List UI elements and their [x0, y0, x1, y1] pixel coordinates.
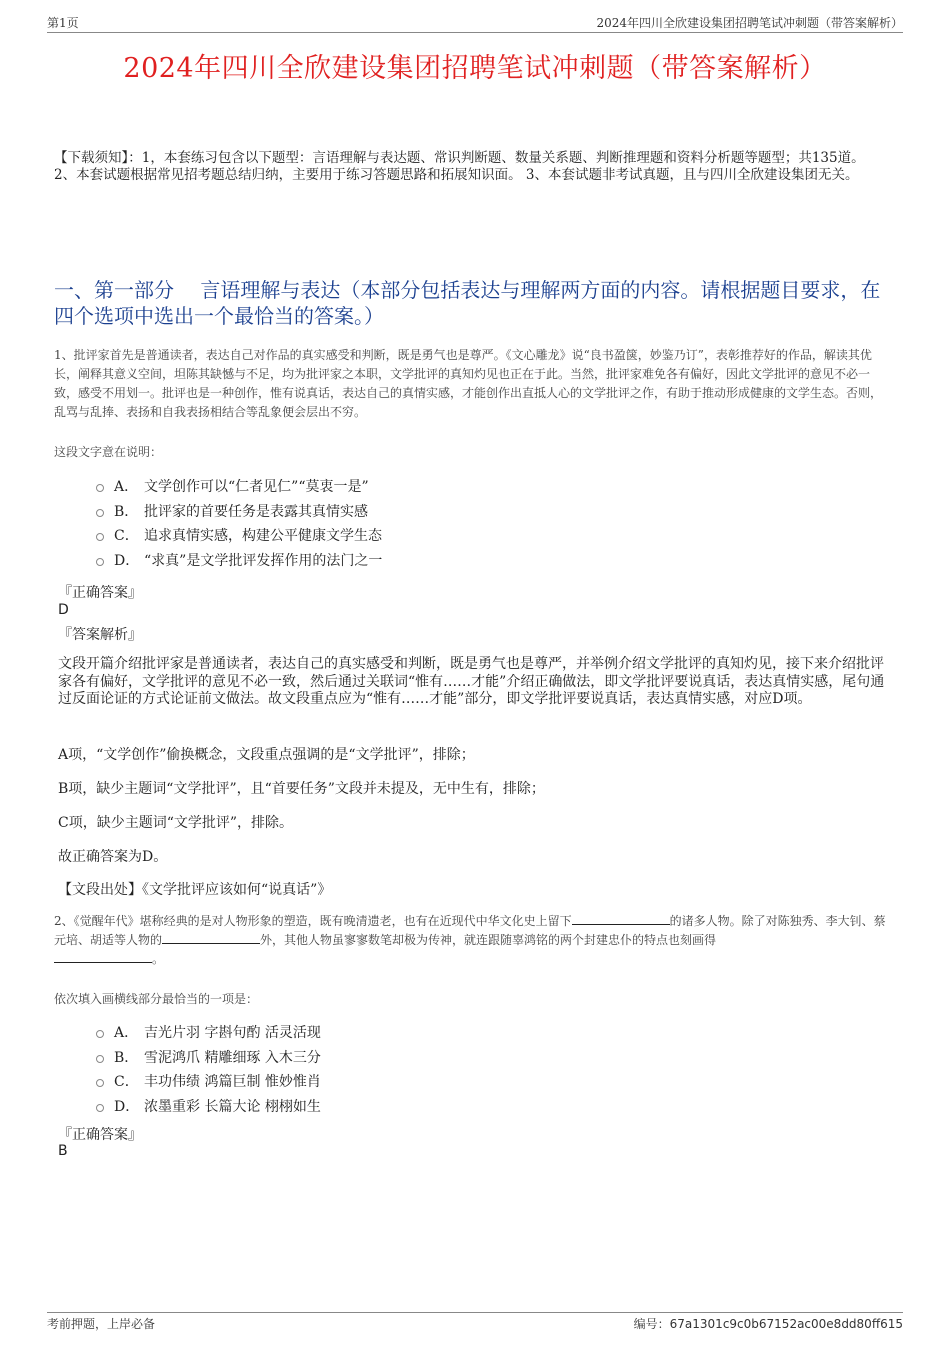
radio-icon[interactable]: [96, 533, 104, 541]
question-2-text: [54, 912, 892, 969]
fill-blank: [54, 950, 152, 963]
option-text: 丰功伟绩 鸿篇巨制 惟妙惟肖: [144, 1074, 321, 1091]
page-header: [47, 14, 903, 33]
answer-value: D: [58, 602, 69, 618]
radio-icon[interactable]: [96, 484, 104, 492]
section-heading: 一、第一部分 言语理解与表达（本部分包括表达与理解两方面的内容。请根据题目要求，在四个选项中选出一个最恰当的答案。）: [54, 278, 881, 328]
option-letter: D．: [114, 1098, 140, 1115]
option-c[interactable]: [96, 523, 382, 548]
question-2-text-part: 外，其他人物虽寥寥数笔却极为传神，就连跟随辜鸿铭的两个封建忠仆的特点也刻画得: [260, 933, 717, 947]
footer-code: [634, 1315, 903, 1332]
question-1-text: 1、批评家首先是普通读者，表达自己对作品的真实感受和判断，既是勇气也是尊严。《文心雕龙》说“良书盈箧，妙鉴乃订”，表彰推荐好的作品，解读其优长，阐释其意义空间，坦陈其缺憾与不足，均为批评家之本职，文学批评的真知灼见也正在于此。当然，批评家难免各有偏好，因此文学批评的意见不必一致，感受不用划一。批评也是一种创作，惟有说真话，表达自己的真情实感，才能创作出直抵人心的文学批评之作，有助于推动形成健康的文学生态。否则，乱骂与乱捧、表扬和自我表扬相结合等乱象便会层出不穷。: [54, 348, 883, 419]
option-c[interactable]: [96, 1069, 321, 1094]
option-d[interactable]: [96, 548, 382, 573]
option-text: 文学创作可以“仁者见仁”“莫衷一是”: [144, 479, 369, 496]
answer-label: 『正确答案』: [58, 585, 142, 601]
question-1-prompt: 这段文字意在说明：: [54, 445, 163, 459]
option-text: “求真”是文学批评发挥作用的法门之一: [144, 552, 383, 569]
radio-icon[interactable]: [96, 1104, 104, 1112]
fill-blank: [162, 931, 260, 944]
question-2-options: [96, 1020, 321, 1118]
passage-source: 【文段出处】《文学批评应该如何“说真话”》: [58, 882, 332, 898]
option-letter: D．: [114, 552, 140, 569]
question-2-text-part: 2、《觉醒年代》堪称经典的是对人物形象的塑造，既有晚清遗老，也有在近现代中华文化史上留下: [54, 914, 572, 928]
option-letter: B．: [114, 503, 139, 520]
footer-code-value: 67a1301c9c0b67152ac00e8dd80ff615: [669, 1317, 903, 1331]
fill-blank: [572, 912, 670, 925]
option-text: 雪泥鸿爪 精雕细琢 入木三分: [144, 1049, 321, 1066]
analysis-line-b: B项，缺少主题词“文学批评”，且“首要任务”文段并未提及，无中生有，排除；: [58, 781, 545, 797]
download-notice: 【下载须知】：1，本套练习包含以下题型：言语理解与表达题、常识判断题、数量关系题、判断推理题和资料分析题等题型；共135道。 2、本套试题根据常见招考题总结归纳，主要用于练习答题思路和拓展知识面。 3、本套试题非考试真题，且与四川全欣建设集团无关。: [54, 150, 865, 183]
option-letter: C．: [114, 528, 139, 545]
option-letter: C．: [114, 1074, 139, 1091]
radio-icon[interactable]: [96, 509, 104, 517]
option-text: 追求真情实感，构建公平健康文学生态: [144, 528, 382, 545]
radio-icon[interactable]: [96, 1079, 104, 1087]
option-letter: B．: [114, 1049, 139, 1066]
radio-icon[interactable]: [96, 1030, 104, 1038]
answer-value: B: [58, 1143, 68, 1159]
analysis-line-a: A项，“文学创作”偷换概念，文段重点强调的是“文学批评”，排除；: [58, 747, 475, 763]
radio-icon[interactable]: [96, 1055, 104, 1063]
option-text: 吉光片羽 字斟句酌 活灵活现: [144, 1025, 321, 1042]
analysis-line-c: C项，缺少主题词“文学批评”，排除。: [58, 815, 294, 831]
question-2-prompt: 依次填入画横线部分最恰当的一项是：: [54, 992, 259, 1006]
analysis-text: 文段开篇介绍批评家是普通读者，表达自己的真实感受和判断，既是勇气也是尊严，并举例介绍文学批评的真知灼见，接下来介绍批评家各有偏好，文学批评的意见不必一致，然后通过关联词“惟有……才能”介绍正确做法，即文学批评要说真话，表达真情实感，尾句通过反面论证的方式论证前文做法。故文段重点应为“惟有……才能”部分，即文学批评要说真话，表达真情实感，对应D项。: [58, 656, 885, 707]
analysis-label: 『答案解析』: [58, 627, 142, 643]
option-b[interactable]: [96, 499, 382, 524]
page-footer: [47, 1312, 903, 1332]
option-letter: A．: [114, 1025, 139, 1042]
analysis-conclusion: 故正确答案为D。: [58, 849, 168, 865]
footer-code-label: 编号：: [633, 1317, 670, 1331]
footer-slogan: 考前押题，上岸必备: [47, 1317, 156, 1331]
option-a[interactable]: [96, 474, 382, 499]
question-2-text-part: 的诸多人物。除了对陈独秀、李大钊、蔡元培、胡适等人物的: [54, 914, 886, 947]
radio-icon[interactable]: [96, 558, 104, 566]
answer-label: 『正确答案』: [58, 1127, 142, 1143]
question-1-options: [96, 474, 382, 572]
page-number: 第1页: [47, 16, 79, 30]
option-d[interactable]: [96, 1094, 321, 1119]
option-b[interactable]: [96, 1045, 321, 1070]
header-doc-title: 2024年四川全欣建设集团招聘笔试冲刺题（带答案解析）: [596, 16, 903, 30]
option-a[interactable]: [96, 1020, 321, 1045]
option-text: 批评家的首要任务是表露其真情实感: [144, 503, 368, 520]
option-letter: A．: [114, 479, 139, 496]
question-2-text-part: 。: [152, 952, 165, 966]
document-title: 2024年四川全欣建设集团招聘笔试冲刺题（带答案解析）: [123, 53, 827, 84]
option-text: 浓墨重彩 长篇大论 栩栩如生: [144, 1098, 321, 1115]
